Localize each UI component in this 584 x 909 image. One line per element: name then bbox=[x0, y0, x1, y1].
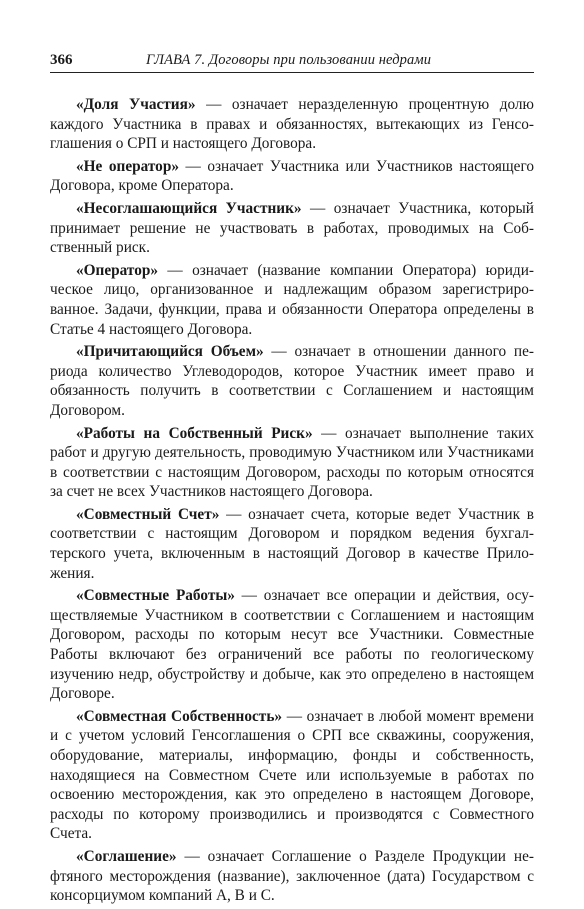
definition-term: «Совместный Счет» bbox=[76, 505, 220, 523]
definition-entry bbox=[50, 586, 534, 704]
definition-term: «Работы на Собственный Риск» bbox=[76, 424, 313, 442]
definition-text: — означает счета, которые ведет Участник в соответствии с настоящим Договором и порядком ведения бухгалтерского учета, включенным в настоящий Договор в качестве Приложения. bbox=[50, 505, 534, 582]
definition-term: «Оператор» bbox=[76, 261, 159, 279]
definition-text: — означает Участника или Участников настоящего Договора, кроме Оператора. bbox=[50, 157, 534, 195]
definition-text: — означает все операции и действия, осуществляемые Участником в соответствии с Соглашением и настоящим Договором, расходы по которым несут все Участники. Совместные Работы включают без ограничений все работы по геологическому изучению недр, обустройству и добыче, как это определено в настоящем Договоре. bbox=[50, 587, 534, 703]
definition-term: «Совместная Собственность» bbox=[76, 707, 283, 725]
definition-term: «Причитающийся Объем» bbox=[76, 343, 264, 361]
definition-text: — означает Соглашение о Разделе Продукции нефтяного месторождения (название), заключенное (дата) Государством с консорциумом компаний А, В и С. bbox=[50, 847, 534, 905]
definition-term: «Совместные Работы» bbox=[76, 587, 235, 605]
running-title: ГЛАВА 7. Договоры при пользовании недрами bbox=[146, 52, 432, 68]
definition-entry bbox=[50, 199, 534, 258]
definition-text: — означает Участника, который принимает решение не участвовать в работах, проводимых на Собственный риск. bbox=[50, 199, 534, 257]
definition-text: — означает в отношении данного периода количество Углеводородов, которое Участник имеет право и обязанность получить в соответствии с Соглашением и настоящим Договором. bbox=[50, 343, 534, 419]
definition-text: — означает в любой момент времени и с учетом условий Генсоглашения о СРП все скважины, сооружения, оборудование, материалы, информацию, фонды и собственность, находящиеся на Совместном Счете или используемые в работах по освоению месторождения, как это определено в настоящем Договоре, расходы по которому производились и производятся с Совместного Счета. bbox=[50, 707, 534, 843]
definition-text: — означает неразделенную процентную долю каждого Участника в правах и обязанностях, вытекающих из Генсоглашения о СРП и настоящего Договора. bbox=[50, 96, 534, 153]
definition-term: «Доля Участия» bbox=[76, 96, 196, 113]
definitions-list bbox=[50, 95, 534, 909]
definition-entry bbox=[50, 847, 534, 906]
definition-entry bbox=[50, 95, 534, 154]
page-number: 366 bbox=[50, 52, 73, 68]
definition-term: «Не оператор» bbox=[76, 157, 179, 175]
definition-term: «Несоглашающийся Участник» bbox=[76, 199, 302, 217]
definition-term: «Соглашение» bbox=[76, 847, 177, 865]
definition-entry bbox=[50, 424, 534, 502]
running-header bbox=[50, 50, 534, 73]
definition-text: — означает выполнение таких работ и другую деятельность, проводимую Участником или Участниками в соответствии с настоящим Договором, расходы по которым относятся за счет не всех Участников настоящего Договора. bbox=[50, 424, 534, 501]
definition-entry bbox=[50, 157, 534, 196]
definition-entry bbox=[50, 261, 534, 339]
definition-text: — означает (название компании Оператора) юридическое лицо, организованное и надлежащим образом зарегистрированное. Задачи, функции, права и обязанности Оператора определены в Статье 4 настоящего Договора. bbox=[50, 261, 534, 338]
definition-entry bbox=[50, 505, 534, 583]
definition-entry bbox=[50, 342, 534, 420]
definition-entry bbox=[50, 707, 534, 844]
